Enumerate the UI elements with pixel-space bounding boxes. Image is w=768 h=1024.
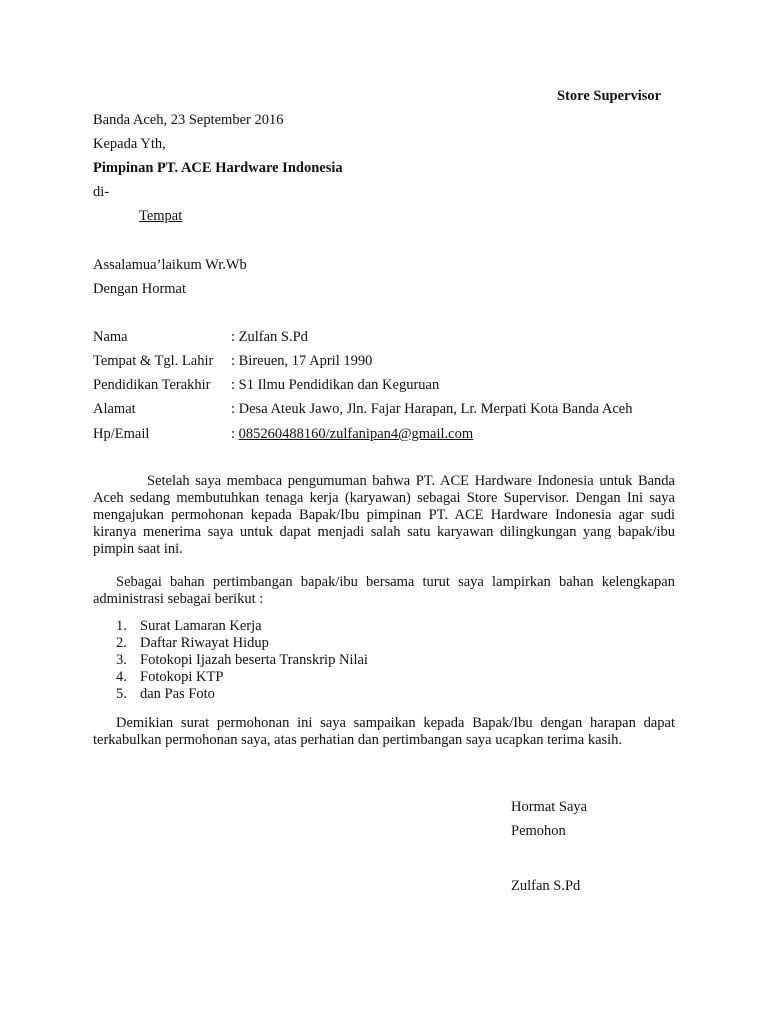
salam: Assalamua’laikum Wr.Wb (93, 257, 247, 273)
to-line: Kepada Yth, (93, 136, 166, 152)
attachment-list (116, 618, 368, 703)
body-paragraph-3 (93, 715, 675, 749)
value-pendidikan: : S1 Ilmu Pendidikan dan Keguruan (231, 377, 440, 393)
tempat-line: Tempat (139, 208, 183, 224)
list-item: 5. dan Pas Foto (116, 686, 215, 702)
value-alamat: : Desa Ateuk Jawo, Jln. Fajar Harapan, Lr. Merpati Kota Banda Aceh (231, 401, 633, 417)
di-line: di- (93, 184, 110, 200)
list-item: 4. Fotokopi KTP (116, 669, 224, 685)
recipient: Pimpinan PT. ACE Hardware Indonesia (93, 160, 343, 176)
value-nama: : Zulfan S.Pd (231, 329, 308, 345)
body-paragraph-1 (93, 473, 675, 558)
email-link[interactable]: 085260488160/zulfanipan4@gmail.com (238, 426, 474, 442)
label-alamat: Alamat (93, 401, 136, 417)
position-title: Store Supervisor (557, 88, 662, 104)
label-contact: Hp/Email (93, 426, 150, 442)
list-item: 3. Fotokopi Ijazah beserta Transkrip Nilai (116, 652, 368, 668)
paragraph-2-text: Sebagai bahan pertimbangan bapak/ibu bersama turut saya lampirkan bahan kelengkapan administrasi sebagai berikut : (93, 574, 675, 607)
list-item: 1. Surat Lamaran Kerja (116, 618, 262, 634)
dengan-hormat: Dengan Hormat (93, 281, 187, 297)
value-ttl: : Bireuen, 17 April 1990 (231, 353, 373, 369)
label-ttl: Tempat & Tgl. Lahir (93, 353, 214, 369)
contact-prefix: : (231, 426, 239, 442)
body-paragraph-2 (93, 574, 675, 608)
value-contact (231, 425, 473, 443)
signer-name: Zulfan S.Pd (511, 878, 581, 894)
list-item: 2. Daftar Riwayat Hidup (116, 635, 269, 651)
closing-hormat-saya: Hormat Saya (511, 799, 588, 815)
paragraph-3-text: Demikian surat permohonan ini saya sampaikan kepada Bapak/Ibu dengan harapan dapat terkabulkan permohonan saya, atas perhatian dan pertimbangan saya ucapkan terima kasih. (93, 715, 675, 748)
paragraph-1-text: Setelah saya membaca pengumuman bahwa PT. ACE Hardware Indonesia untuk Banda Aceh sedang membutuhkan tenaga kerja (karyawan) sebagai Store Supervisor. Dengan Ini saya mengajukan permohonan kepada Bapak/Ibu pimpinan PT. ACE Hardware Indonesia agar sudi kiranya menerima saya untuk dapat menjadi salah satu karyawan dilingkungan yang bapak/ibu pimpin saat ini. (93, 473, 675, 557)
label-pendidikan: Pendidikan Terakhir (93, 377, 211, 393)
label-nama: Nama (93, 329, 128, 345)
place-date: Banda Aceh, 23 September 2016 (93, 112, 284, 128)
closing-pemohon: Pemohon (511, 823, 566, 839)
